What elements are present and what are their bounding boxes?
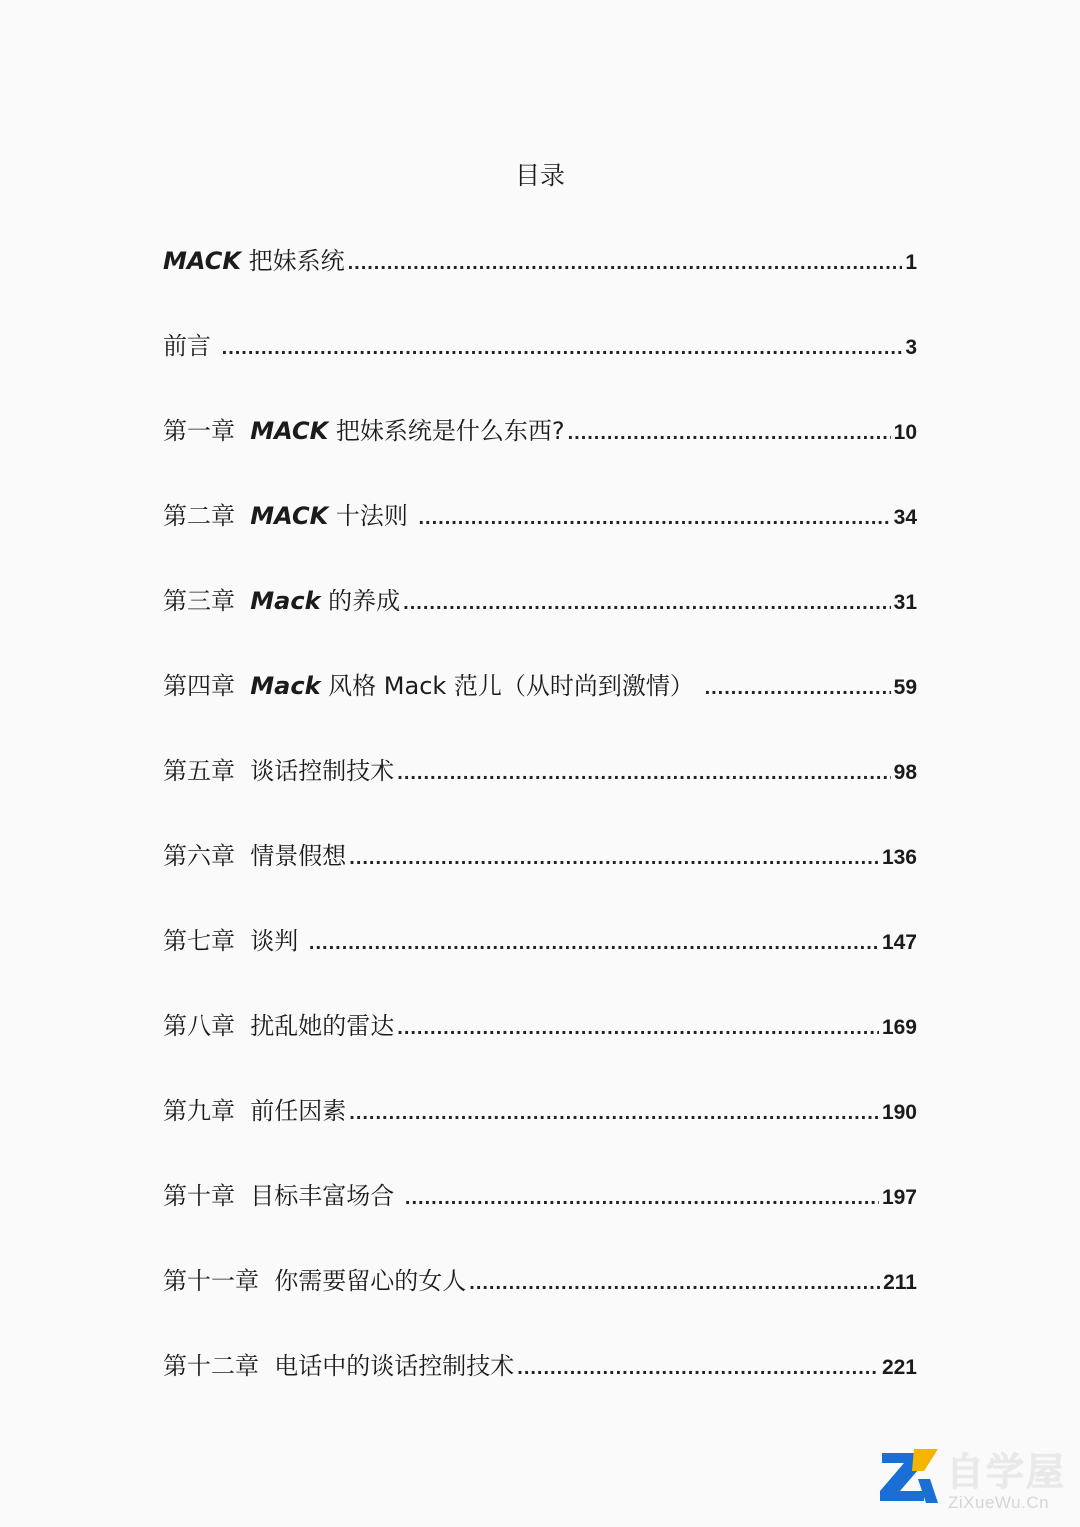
toc-chapter-number: 第八章 bbox=[163, 1012, 251, 1040]
toc-chapter-number: 第一章 bbox=[163, 417, 251, 445]
toc-page-number: 211 bbox=[883, 1271, 917, 1294]
toc-page-number: 136 bbox=[881, 846, 917, 869]
toc-chapter-title bbox=[274, 1256, 466, 1306]
toc-chapter-title bbox=[163, 321, 219, 371]
toc-page-number: 34 bbox=[893, 506, 917, 529]
toc-chapter-number: 第三章 bbox=[163, 587, 251, 615]
toc-entry[interactable] bbox=[163, 406, 917, 491]
toc-page-number: 10 bbox=[893, 421, 917, 444]
toc-dot-leader bbox=[568, 408, 891, 458]
toc-chapter-title bbox=[250, 1001, 394, 1051]
toc-page-number: 169 bbox=[881, 1016, 917, 1039]
toc-chapter-number: 第二章 bbox=[163, 502, 251, 530]
toc-chapter-title bbox=[250, 916, 306, 966]
toc-title-text: 电话中的谈话控制技术 bbox=[274, 1352, 515, 1380]
watermark bbox=[874, 1441, 1074, 1521]
toc-title-text: 把妹系统 bbox=[240, 247, 345, 275]
toc-page-number: 31 bbox=[893, 591, 917, 614]
toc-title-latin: Mack bbox=[250, 587, 321, 615]
toc-chapter-number: 第十二章 bbox=[163, 1352, 275, 1380]
toc-dot-leader bbox=[418, 493, 890, 543]
toc-dot-leader bbox=[348, 238, 903, 288]
toc-entry[interactable] bbox=[163, 491, 917, 576]
toc-chapter-title bbox=[250, 576, 400, 626]
toc-dot-leader bbox=[517, 1343, 879, 1393]
toc-dot-leader bbox=[349, 1088, 879, 1138]
toc-dot-leader bbox=[349, 833, 879, 883]
toc-entry[interactable] bbox=[163, 661, 917, 746]
toc-title-text: 风格 Mack 范儿（从时尚到激情） bbox=[320, 672, 702, 700]
toc-chapter-title bbox=[163, 236, 345, 286]
toc-title-text: 谈话控制技术 bbox=[250, 757, 395, 785]
toc-dot-leader bbox=[397, 1003, 879, 1053]
toc-entry[interactable] bbox=[163, 576, 917, 661]
toc-entry[interactable] bbox=[163, 1341, 917, 1426]
toc-chapter-number: 第七章 bbox=[163, 927, 251, 955]
toc-page-number: 59 bbox=[893, 676, 917, 699]
toc-dot-leader bbox=[309, 918, 879, 968]
toc-chapter-number: 第四章 bbox=[163, 672, 251, 700]
toc-title-text: 谈判 bbox=[250, 927, 306, 955]
toc-dot-leader bbox=[405, 1173, 879, 1223]
toc-dot-leader bbox=[397, 748, 890, 798]
toc-page-number: 147 bbox=[881, 931, 917, 954]
toc-page-number: 197 bbox=[881, 1186, 917, 1209]
toc-chapter-number: 第十一章 bbox=[163, 1267, 275, 1295]
toc-dot-leader bbox=[403, 578, 890, 628]
toc-chapter-title bbox=[250, 406, 564, 456]
watermark-brand-en: ZiXueWu.Cn bbox=[948, 1493, 1050, 1512]
toc-title-latin: MACK bbox=[163, 247, 241, 275]
toc-title-latin: Mack bbox=[250, 672, 321, 700]
toc-entry[interactable] bbox=[163, 1256, 917, 1341]
toc-entry[interactable] bbox=[163, 831, 917, 916]
toc-chapter-number: 第五章 bbox=[163, 757, 251, 785]
toc-chapter-number: 第十章 bbox=[163, 1182, 251, 1210]
toc-page-number: 98 bbox=[893, 761, 917, 784]
toc-entry[interactable] bbox=[163, 236, 917, 321]
toc-dot-leader bbox=[222, 323, 903, 373]
toc-entry[interactable] bbox=[163, 746, 917, 831]
toc-title-text: 前言 bbox=[163, 332, 219, 360]
toc-dot-leader bbox=[469, 1258, 880, 1308]
toc-title-text: 你需要留心的女人 bbox=[274, 1267, 467, 1295]
table-of-contents bbox=[163, 236, 917, 1426]
toc-title-text: 十法则 bbox=[328, 502, 416, 530]
toc-title-text: 扰乱她的雷达 bbox=[250, 1012, 395, 1040]
toc-title-text: 前任因素 bbox=[250, 1097, 347, 1125]
toc-title-text: 情景假想 bbox=[250, 842, 347, 870]
toc-entry[interactable] bbox=[163, 1171, 917, 1256]
toc-title-latin: MACK bbox=[250, 502, 329, 530]
toc-page-number: 3 bbox=[905, 336, 917, 359]
toc-page-number: 1 bbox=[905, 251, 917, 274]
toc-chapter-title bbox=[250, 661, 701, 711]
page-title: 目录 bbox=[514, 161, 565, 190]
toc-page-number: 190 bbox=[881, 1101, 917, 1124]
watermark-brand-cn: 自学屋 bbox=[946, 1450, 1067, 1494]
toc-chapter-title bbox=[250, 746, 394, 796]
toc-chapter-number: 第六章 bbox=[163, 842, 251, 870]
toc-page-number: 221 bbox=[881, 1356, 917, 1379]
toc-title-latin: MACK bbox=[250, 417, 329, 445]
toc-title-text: 把妹系统是什么东西? bbox=[328, 417, 565, 445]
toc-title-text: 目标丰富场合 bbox=[250, 1182, 402, 1210]
toc-entry[interactable] bbox=[163, 1086, 917, 1171]
toc-entry[interactable] bbox=[163, 321, 917, 406]
zx-logo-icon bbox=[874, 1445, 940, 1509]
toc-dot-leader bbox=[705, 663, 891, 713]
toc-chapter-title bbox=[274, 1341, 514, 1391]
toc-title-text: 的养成 bbox=[320, 587, 401, 615]
toc-entry[interactable] bbox=[163, 916, 917, 1001]
toc-chapter-title bbox=[250, 1171, 402, 1221]
toc-chapter-number: 第九章 bbox=[163, 1097, 251, 1125]
toc-entry[interactable] bbox=[163, 1001, 917, 1086]
toc-chapter-title bbox=[250, 1086, 346, 1136]
toc-chapter-title bbox=[250, 831, 346, 881]
toc-chapter-title bbox=[250, 491, 415, 541]
